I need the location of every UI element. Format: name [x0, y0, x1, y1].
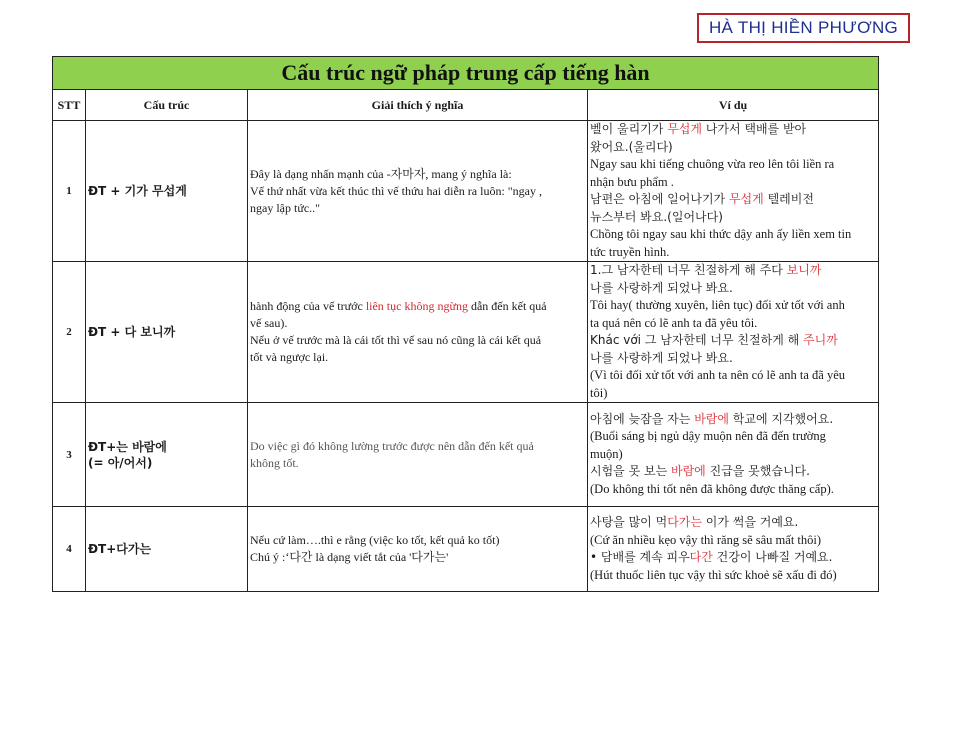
explanation-cell — [248, 403, 588, 507]
table-row — [53, 262, 879, 403]
example-line: (Vì tôi đối xử tốt với anh ta nên có lẽ anh ta đã yêu — [590, 368, 845, 382]
row-number: 2 — [53, 262, 86, 403]
explanation-cell — [248, 507, 588, 592]
table-row — [53, 403, 879, 507]
example-line: (Buổi sáng bị ngủ dậy muộn nên đã đến trường — [590, 429, 826, 444]
example-cell — [588, 262, 879, 403]
explanation-line: hành động của vế trước liên tục không ngừng dẫn đến kết quả — [250, 299, 547, 313]
example-line: ta quá nên có lẽ anh ta đã yêu tôi. — [590, 315, 758, 330]
structure-note: (= 아/어서) — [88, 455, 153, 470]
structure-cell — [86, 507, 248, 592]
explanation-cell — [248, 121, 588, 262]
example-line: Ngay sau khi tiếng chuông vừa reo lên tôi liền ra — [590, 157, 835, 171]
table-title: Cấu trúc ngữ pháp trung cấp tiếng hàn — [53, 57, 879, 90]
example-cell — [588, 403, 879, 507]
highlighted-grammar: 무섭게 — [728, 192, 764, 206]
example-line: muộn) — [590, 446, 623, 461]
example-line: (Hút thuốc liên tục vậy thì sức khoẻ sẽ xấu đi đó) — [590, 567, 837, 582]
example-line: 시험을 못 보는 바람에 진급을 못했습니다. — [590, 464, 810, 479]
example-line: (Do không thi tốt nên đã không được thăng cấp). — [590, 481, 834, 496]
structure-text: ĐT+다가는 — [88, 542, 152, 556]
header-explanation: Giải thích ý nghĩa — [248, 90, 588, 121]
structure-text: ĐT + 기가 무섭게 — [88, 184, 187, 198]
example-line: tức truyền hình. — [590, 244, 670, 259]
example-line: Khác với 그 남자한테 너무 친절하게 해 주니까 — [590, 333, 838, 347]
explanation-line: Chú ý :‘다간 là dạng viết tắt của '다가는' — [250, 550, 449, 564]
example-line: 남편은 아침에 일어나기가 무섭게 텔레비전 — [590, 192, 814, 206]
example-line: 사탕을 많이 먹다가는 이가 썩을 거예요. — [590, 515, 799, 529]
highlighted-grammar: 바람에 — [694, 411, 729, 426]
example-line: 왔어요.(울리다) — [590, 139, 673, 154]
header-stt: STT — [53, 90, 86, 121]
example-line: nhận bưu phẩm . — [590, 174, 674, 189]
example-line: 나를 사랑하게 되었나 봐요. — [590, 280, 733, 295]
table-row — [53, 121, 879, 262]
example-cell — [588, 507, 879, 592]
example-line: Chồng tôi ngay sau khi thức dậy anh ấy liền xem tin — [590, 227, 852, 241]
structure-text: ĐT + 다 보니까 — [88, 325, 176, 339]
row-number: 1 — [53, 121, 86, 262]
table-row — [53, 507, 879, 592]
header-structure: Cấu trúc — [86, 90, 248, 121]
example-line: 아침에 늦잠을 자는 바람에 학교에 지각했어요. — [590, 411, 834, 426]
author-name-box: HÀ THỊ HIỀN PHƯƠNG — [697, 13, 910, 43]
example-line: Tôi hay( thường xuyên, liên tục) đối xử tốt với anh — [590, 298, 845, 312]
explanation-line: Nếu ở vế trước mà là cái tốt thì vế sau nó cũng là cái kết quả — [250, 333, 542, 347]
highlighted-grammar: 다간 — [689, 550, 713, 564]
explanation-line: Do việc gì đó không lường trước được nên dẫn đến kết quả — [250, 438, 534, 453]
example-line: tôi) — [590, 385, 608, 400]
explanation-line: Vế thứ nhất vừa kết thúc thì vế thứu hai diễn ra luôn: "ngay , — [250, 183, 543, 198]
structure-text: ĐT+는 바람에 — [88, 439, 167, 454]
explanation-line: ngay lập tức.." — [250, 200, 321, 215]
explanation-line: tốt và ngược lại. — [250, 350, 329, 364]
example-line: • 담배를 계속 피우다간 건강이 나빠질 거예요. — [590, 550, 833, 564]
highlighted-grammar: 다가는 — [667, 515, 702, 529]
example-line: (Cứ ăn nhiều kẹo vậy thì răng sẽ sâu mất thôi) — [590, 532, 822, 547]
row-number: 4 — [53, 507, 86, 592]
highlighted-grammar: 바람에 — [671, 464, 706, 479]
explanation-line: không tốt. — [250, 455, 299, 470]
example-cell — [588, 121, 879, 262]
highlighted-grammar: 주니까 — [803, 333, 838, 347]
row-number: 3 — [53, 403, 86, 507]
highlighted-grammar: 무섭게 — [667, 122, 702, 136]
explanation-cell — [248, 262, 588, 403]
header-example: Ví dụ — [588, 90, 879, 121]
example-line: 벨이 울리기가 무섭게 나가서 택배를 받아 — [590, 122, 807, 136]
structure-cell — [86, 262, 248, 403]
structure-cell — [86, 121, 248, 262]
highlighted-phrase: liên tục không ngừng — [365, 299, 468, 313]
example-line: 나를 사랑하게 되었나 봐요. — [590, 350, 733, 365]
explanation-line: vế sau). — [250, 316, 288, 330]
structure-cell — [86, 403, 248, 507]
explanation-line: Đây là dạng nhấn mạnh của -자마자, mang ý nghĩa là: — [250, 166, 512, 181]
highlighted-grammar: 보니까 — [786, 263, 822, 277]
explanation-line: Nếu cứ làm….thì e rằng (việc ko tốt, kết quả ko tốt) — [250, 533, 500, 547]
example-line: 뉴스부터 봐요.(일어나다) — [590, 209, 723, 224]
grammar-table — [52, 56, 879, 592]
example-line: 1.그 남자한테 너무 친절하게 해 주다 보니까 — [590, 263, 822, 277]
